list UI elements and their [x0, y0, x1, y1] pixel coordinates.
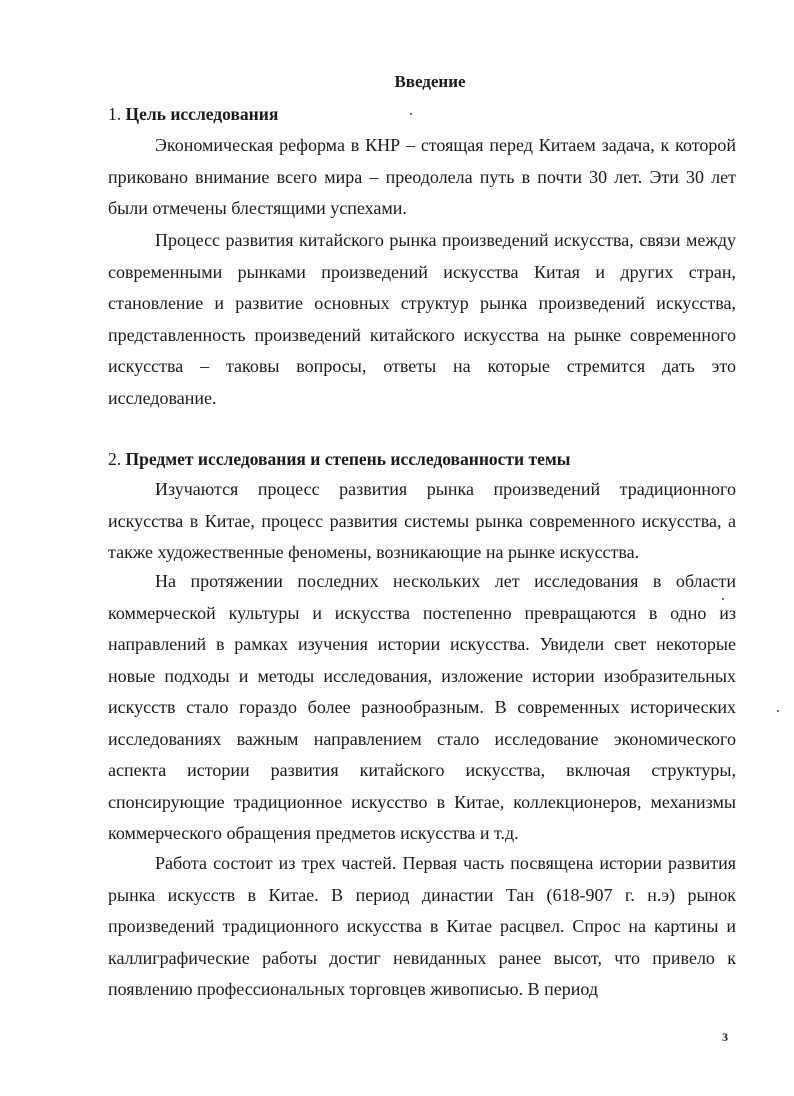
page-title: Введение: [394, 72, 466, 91]
scan-speck: [410, 113, 412, 115]
section-2-number: 2.: [108, 449, 122, 469]
section-2-heading: [108, 449, 570, 470]
section-1-title: Цель исследования: [125, 104, 279, 124]
section-1-number: 1.: [108, 104, 122, 124]
scan-speck: [722, 598, 724, 600]
section-1-paragraph-2: Процесс развития китайского рынка произведений искусства, связи между современными рынками произведений искусства Китая и других стран, становление и развитие основных структур рынка произведений искусства, представленность произведений китайского искусства на рынке современного искусства – таковы вопросы, ответы на которые стремится дать это исследование.: [108, 230, 736, 408]
section-2-paragraph-3: Работа состоит из трех частей. Первая часть посвящена истории развития рынка искусств в Китае. В период династии Тан (618-907 г. н.э) рынок произведений традиционного искусства в Китае расцвел. Спрос на картины и каллиграфические работы достиг невиданных ранее высот, что привело к появлению профессиональных торговцев живописью. В период: [108, 853, 736, 999]
section-1-paragraph-1: Экономическая реформа в КНР – стоящая перед Китаем задача, к которой приковано внимание всего мира – преодолела путь в почти 30 лет. Эти 30 лет были отмечены блестящими успехами.: [108, 135, 736, 218]
page-number: 3: [722, 1030, 728, 1044]
scan-speck: [777, 710, 779, 712]
section-2-title: Предмет исследования и степень исследованности темы: [125, 449, 571, 469]
section-2-paragraph-1: Изучаются процесс развития рынка произведений традиционного искусства в Китае, процесс развития системы рынка современного искусства, а также художественные феномены, возникающие на рынке искусства.: [108, 479, 736, 562]
section-1-heading: [108, 104, 278, 125]
section-2-paragraph-2: На протяжении последних нескольких лет исследования в области коммерческой культуры и искусства постепенно превращаются в одно из направлений в рамках изучения истории искусства. Увидели свет некоторые новые подходы и методы исследования, изложение истории изобразительных искусств стало гораздо более разнообразным. В современных исторических исследованиях важным направлением стало исследование экономического аспекта истории развития китайского искусства, включая структуры, спонсирующие традиционное искусство в Китае, коллекционеров, механизмы коммерческого обращения предметов искусства и т.д.: [108, 571, 736, 843]
